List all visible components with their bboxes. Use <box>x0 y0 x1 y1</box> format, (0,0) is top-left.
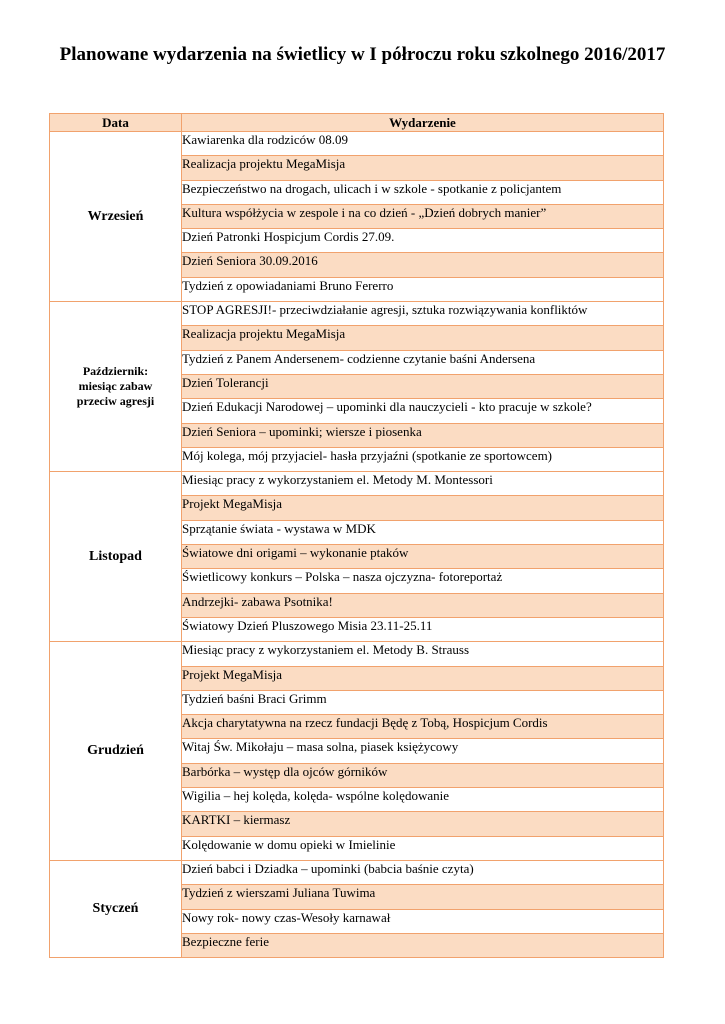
event-cell: Nowy rok- nowy czas-Wesoły karnawał <box>182 909 664 933</box>
event-cell: Tydzień z wierszami Juliana Tuwima <box>182 885 664 909</box>
events-body <box>50 132 664 958</box>
event-cell: Dzień babci i Dziadka – upominki (babcia baśnie czyta) <box>182 860 664 884</box>
event-cell: Tydzień z opowiadaniami Bruno Fererro <box>182 277 664 301</box>
event-cell: Tydzień baśni Braci Grimm <box>182 690 664 714</box>
event-cell: Bezpieczeństwo na drogach, ulicach i w szkole - spotkanie z policjantem <box>182 180 664 204</box>
event-cell: Wigilia – hej kolęda, kolęda- wspólne kolędowanie <box>182 788 664 812</box>
table-row <box>50 132 664 156</box>
table-row <box>50 860 664 884</box>
event-cell: Sprzątanie świata - wystawa w MDK <box>182 520 664 544</box>
month-cell: Wrzesień <box>50 132 182 302</box>
events-table <box>49 113 664 958</box>
column-header-event: Wydarzenie <box>182 114 664 132</box>
event-cell: Światowe dni origami – wykonanie ptaków <box>182 545 664 569</box>
table-row <box>50 642 664 666</box>
month-cell: Listopad <box>50 472 182 642</box>
event-cell: Świetlicowy konkurs – Polska – nasza ojczyzna- fotoreportaż <box>182 569 664 593</box>
event-cell: Dzień Tolerancji <box>182 374 664 398</box>
event-cell: Miesiąc pracy z wykorzystaniem el. Metody B. Strauss <box>182 642 664 666</box>
event-cell: Tydzień z Panem Andersenem- codzienne czytanie baśni Andersena <box>182 350 664 374</box>
month-cell: Styczeń <box>50 860 182 957</box>
event-cell: Akcja charytatywna na rzecz fundacji Będę z Tobą, Hospicjum Cordis <box>182 715 664 739</box>
event-cell: Dzień Seniora – upominki; wiersze i piosenka <box>182 423 664 447</box>
event-cell: Światowy Dzień Pluszowego Misia 23.11-25.11 <box>182 617 664 641</box>
event-cell: Kawiarenka dla rodziców 08.09 <box>182 132 664 156</box>
event-cell: Andrzejki- zabawa Psotnika! <box>182 593 664 617</box>
event-cell: STOP AGRESJI!- przeciwdziałanie agresji, sztuka rozwiązywania konfliktów <box>182 302 664 326</box>
event-cell: Kultura współżycia w zespole i na co dzień - „Dzień dobrych manier” <box>182 204 664 228</box>
event-cell: Projekt MegaMisja <box>182 666 664 690</box>
event-cell: Realizacja projektu MegaMisja <box>182 156 664 180</box>
event-cell: Bezpieczne ferie <box>182 933 664 957</box>
event-cell: Dzień Patronki Hospicjum Cordis 27.09. <box>182 229 664 253</box>
month-cell: Grudzień <box>50 642 182 861</box>
event-cell: Kolędowanie w domu opieki w Imielinie <box>182 836 664 860</box>
event-cell: Realizacja projektu MegaMisja <box>182 326 664 350</box>
event-cell: Projekt MegaMisja <box>182 496 664 520</box>
event-cell: Mój kolega, mój przyjaciel- hasła przyjaźni (spotkanie ze sportowcem) <box>182 447 664 471</box>
event-cell: Miesiąc pracy z wykorzystaniem el. Metody M. Montessori <box>182 472 664 496</box>
event-cell: Dzień Edukacji Narodowej – upominki dla nauczycieli - kto pracuje w szkole? <box>182 399 664 423</box>
event-cell: Witaj Św. Mikołaju – masa solna, piasek księżycowy <box>182 739 664 763</box>
page-title: Planowane wydarzenia na świetlicy w I półroczu roku szkolnego 2016/2017 <box>59 44 666 65</box>
month-cell: Październik: miesiąc zabaw przeciw agresji <box>50 302 182 472</box>
column-header-date: Data <box>50 114 182 132</box>
table-row <box>50 472 664 496</box>
event-cell: KARTKI – kiermasz <box>182 812 664 836</box>
event-cell: Dzień Seniora 30.09.2016 <box>182 253 664 277</box>
header-row <box>50 114 664 132</box>
table-row <box>50 302 664 326</box>
event-cell: Barbórka – występ dla ojców górników <box>182 763 664 787</box>
